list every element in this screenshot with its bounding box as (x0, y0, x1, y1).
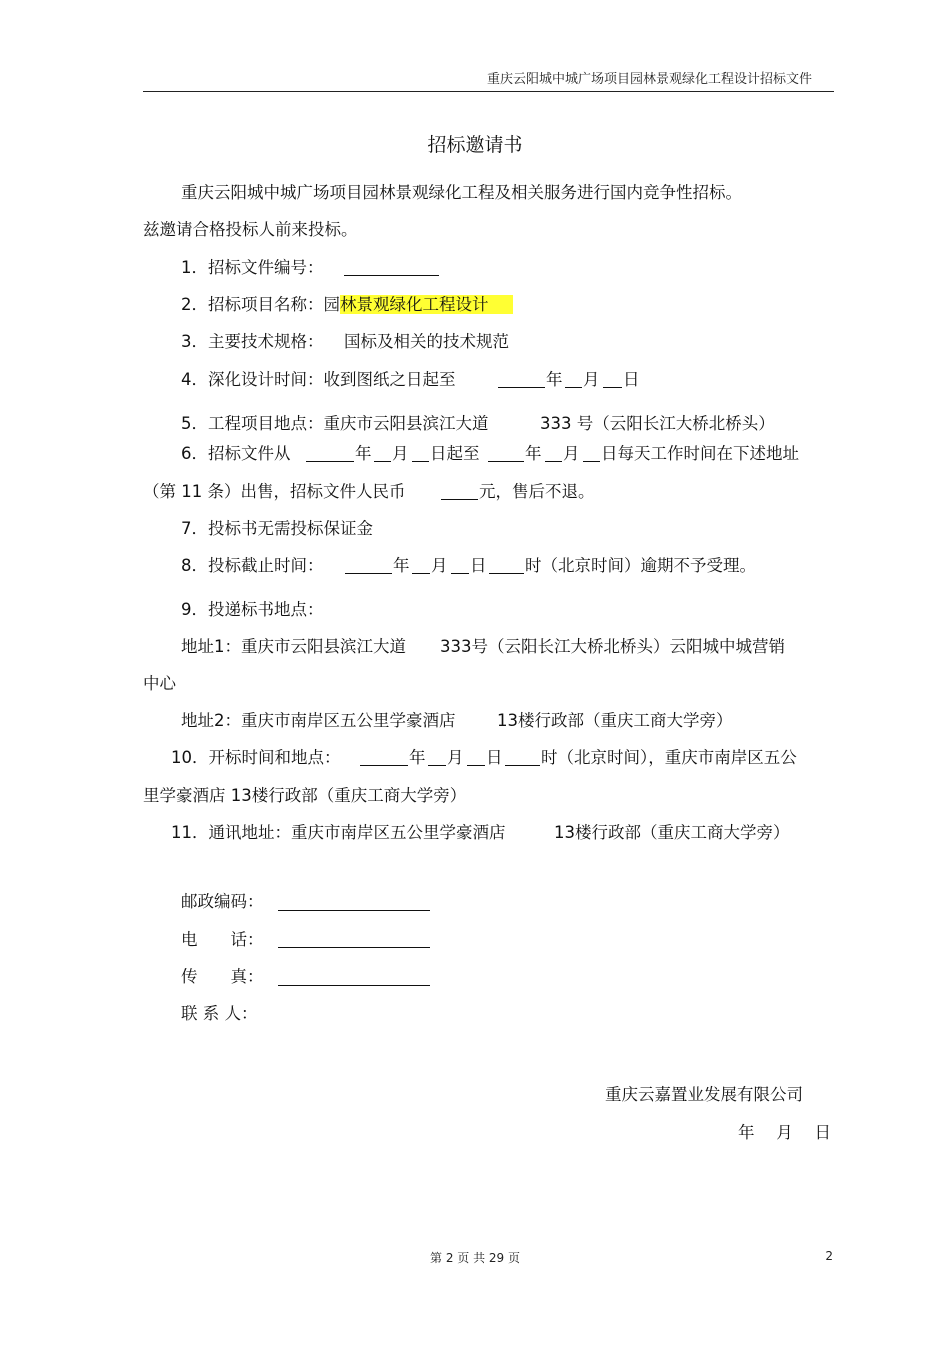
item-2-value-highlight: 林景观绿化工程设计 (340, 295, 513, 314)
item-4-day-blank[interactable] (603, 387, 622, 388)
item-6-year2-blank[interactable] (488, 461, 524, 462)
item-6-month2-blank[interactable] (545, 461, 562, 462)
item-10-line2: 里学豪酒店 13楼行政部（重庆工商大学旁） (143, 786, 467, 805)
address-1-cont: 中心 (143, 674, 176, 693)
item-4-year-blank[interactable] (498, 387, 545, 388)
item-11-detail: 13楼行政部（重庆工商大学旁） (554, 823, 790, 842)
item-3 (181, 331, 324, 353)
item-6-day2-blank[interactable] (583, 461, 600, 462)
item-8-hour: 时（北京时间）逾期不予受理。 (525, 556, 756, 575)
item-6-day-blank[interactable] (412, 461, 429, 462)
postal-code-blank[interactable] (278, 910, 430, 911)
item-4-month: 月 (583, 370, 600, 389)
item-4-label: 4．深化设计时间：收到图纸之日起至 (181, 370, 456, 389)
postal-code-label: 邮政编码： (181, 892, 264, 911)
item-2 (181, 294, 513, 316)
address-1-detail: 333号（云阳长江大桥北桥头）云阳城中城营销 (440, 637, 785, 656)
item-6-line2-end: 元，售后不退。 (479, 482, 595, 501)
item-7: 7．投标书无需投标保证金 (181, 519, 373, 538)
item-8-year: 年 (393, 556, 410, 575)
header-divider (143, 91, 834, 92)
item-6-month2: 月 (563, 444, 580, 463)
item-1 (181, 257, 324, 279)
page-title: 招标邀请书 (427, 134, 523, 156)
item-6-year-blank[interactable] (306, 461, 354, 462)
contact-person-label: 联 系 人： (181, 1004, 258, 1023)
item-8-day: 日 (470, 556, 487, 575)
intro-line-2: 兹邀请合格投标人前来投标。 (143, 220, 358, 239)
phone-label: 电 话： (181, 930, 264, 949)
item-6-year: 年 (355, 444, 372, 463)
address-2: 地址2：重庆市南岸区五公里学豪酒店 (181, 711, 456, 730)
item-4-year: 年 (546, 370, 563, 389)
fax-blank[interactable] (278, 985, 430, 986)
document-header: 重庆云阳城中城广场项目园林景观绿化工程设计招标文件 (486, 72, 812, 87)
phone-blank[interactable] (278, 947, 430, 948)
item-2-label: 2．招标项目名称： (181, 295, 324, 314)
item-8-hour-blank[interactable] (489, 573, 524, 574)
page-number: 2 (825, 1249, 833, 1263)
item-10-day: 日 (486, 748, 503, 767)
item-6-end: 日每天工作时间在下述地址 (601, 444, 799, 463)
item-10-month-blank[interactable] (428, 765, 446, 766)
item-10-hour-blank[interactable] (505, 765, 540, 766)
item-6-from: 日起至 (430, 444, 480, 463)
item-10-year-blank[interactable] (360, 765, 408, 766)
intro-line-1: 重庆云阳城中城广场项目园林景观绿化工程及相关服务进行国内竞争性招标。 (181, 183, 742, 202)
item-8-month: 月 (431, 556, 448, 575)
item-6-month-blank[interactable] (374, 461, 391, 462)
address-1: 地址1：重庆市云阳县滨江大道 (181, 637, 406, 656)
address-2-detail: 13楼行政部（重庆工商大学旁） (497, 711, 733, 730)
item-5-number: 333 号（云阳长江大桥北桥头） (540, 414, 775, 433)
item-1-label: 1．招标文件编号： (181, 258, 324, 277)
item-4-day: 日 (623, 370, 640, 389)
item-10-year: 年 (409, 748, 426, 767)
item-6-year2: 年 (525, 444, 542, 463)
fax-label: 传 真： (181, 967, 264, 986)
item-2-value-start: 园 (323, 295, 340, 314)
item-9: 9．投递标书地点： (181, 600, 324, 619)
company-name: 重庆云嘉置业发展有限公司 (605, 1085, 803, 1104)
item-10-month: 月 (447, 748, 464, 767)
item-10-hour: 时（北京时间），重庆市南岸区五公 (541, 748, 797, 767)
item-8-day-blank[interactable] (451, 573, 469, 574)
item-3-value: 国标及相关的技术规范 (344, 332, 509, 351)
item-10-day-blank[interactable] (467, 765, 485, 766)
item-11-label: 11．通讯地址：重庆市南岸区五公里学豪酒店 (171, 823, 506, 842)
signature-date: 年 月 日 (738, 1123, 831, 1142)
item-8-label: 8．投标截止时间： (181, 556, 324, 575)
item-10-label: 10．开标时间和地点： (171, 748, 341, 767)
item-6-line2: （第 11 条）出售，招标文件人民币 (143, 482, 406, 501)
item-6-start: 6．招标文件从 (181, 444, 291, 463)
item-6-price-blank[interactable] (441, 499, 478, 500)
item-1-blank[interactable] (344, 275, 439, 276)
item-5-label: 5．工程项目地点：重庆市云阳县滨江大道 (181, 414, 489, 433)
item-4-month-blank[interactable] (565, 387, 582, 388)
page-counter: 第 2 页 共 29 页 (430, 1251, 520, 1265)
item-8-year-blank[interactable] (345, 573, 392, 574)
item-3-label: 3．主要技术规格： (181, 332, 324, 351)
item-8-month-blank[interactable] (412, 573, 430, 574)
item-6-month: 月 (392, 444, 409, 463)
